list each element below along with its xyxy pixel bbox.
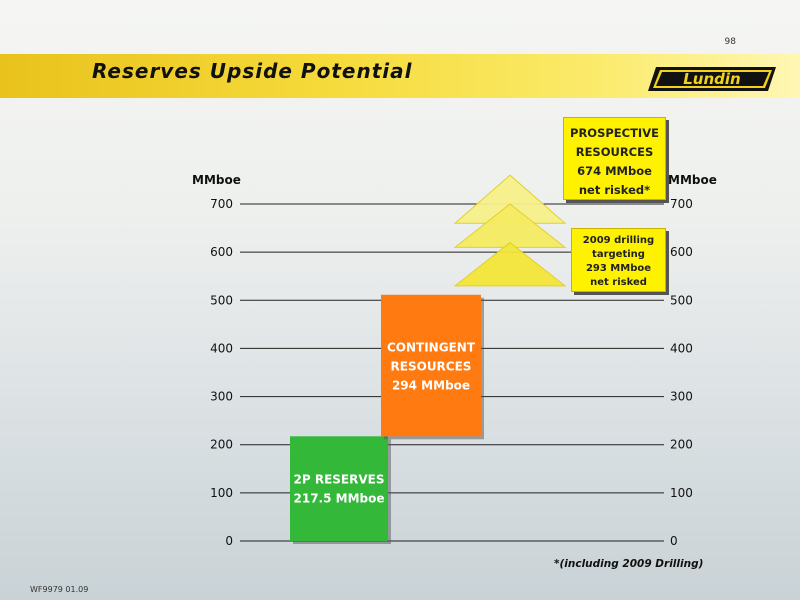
y-tick-label-left: 0 [225,534,233,548]
bar-label: CONTINGENT [386,340,476,355]
y-tick-label-right: 500 [670,293,693,308]
y-tick-label-right: 400 [670,341,693,356]
callout-line: PROSPECTIVE [570,126,659,140]
y-axis-label-left: MMboe [192,173,241,187]
callout-line: 674 MMboe [577,164,652,178]
y-axis-label-right: MMboe [668,173,717,187]
slide-title: Reserves Upside Potential [92,59,413,83]
y-tick-label-left: 500 [210,293,233,308]
y-ticks-right [670,197,693,548]
prospective-resources-callout [563,117,666,200]
y-tick-label-left: 300 [210,389,233,404]
callout-line: RESOURCES [575,145,654,159]
y-tick-label-right: 200 [670,437,693,452]
callout-line: net risked [590,277,647,288]
callout-line: 2009 drilling [582,235,655,246]
y-tick-label-left: 600 [210,245,233,260]
bar-label: 217.5 MMboe [293,491,385,506]
y-tick-label-left: 200 [210,437,233,452]
upside-arrow [455,243,565,286]
y-tick-label-left: 400 [210,341,233,356]
callout-line: targeting [592,249,645,260]
footnote: *(including 2009 Drilling) [554,558,704,570]
bar-label: 2P RESERVES [293,472,385,487]
y-tick-label-left: 700 [210,197,233,211]
y-tick-label-right: 300 [670,389,693,404]
page-number: 98 [724,37,736,47]
callout-line: net risked* [578,183,651,197]
bars [290,295,484,544]
bar-label: 294 MMboe [391,378,471,393]
y-tick-label-right: 600 [670,245,693,260]
y-tick-label-left: 100 [210,485,233,500]
y-tick-label-right: 100 [670,485,693,500]
bar [290,436,388,541]
upside-arrows [455,175,565,286]
y-ticks-left [210,197,233,548]
bar-label: RESOURCES [390,359,472,374]
drilling-target-callout [571,228,666,292]
y-tick-label-right: 700 [670,197,693,211]
callout-line: 293 MMboe [585,263,652,274]
y-tick-label-right: 0 [670,534,678,548]
logo-text: Lundin [683,70,741,88]
footer-code: WF9979 01.09 [30,585,89,594]
